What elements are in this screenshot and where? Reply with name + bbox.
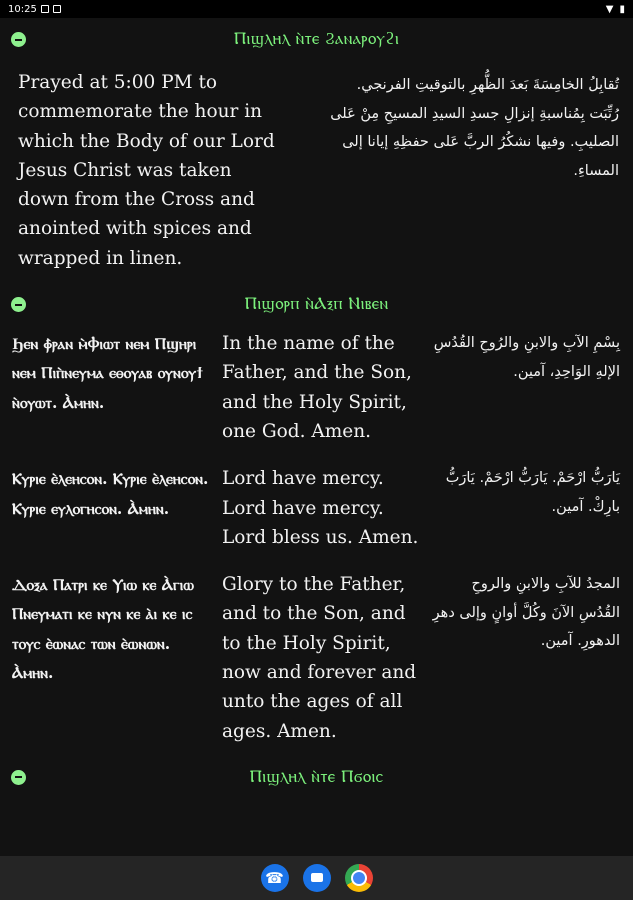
phone-app-icon[interactable] [261, 864, 289, 892]
collapse-icon[interactable] [11, 770, 26, 785]
status-bar [0, 0, 633, 18]
english-text: Glory to the Father, and to the Son, and to the Holy Spirit, now and forever and unto the ages of all ages. Amen. [222, 574, 417, 742]
collapse-icon[interactable] [11, 32, 26, 47]
coptic-text: Ϧⲉⲛ ⲫ̀ⲣⲁⲛ ⲙ̀Ⲫⲓⲱⲧ ⲛⲉⲙ Ⲡϣⲏⲣⲓ ⲛⲉⲙ Ⲡⲓⲡ̀ⲛⲉⲩⲙⲁ ⲉⲑⲟⲩⲁⲃ ⲟⲩⲛⲟⲩϯ ⲛ̀ⲟⲩⲱⲧ. Ⲁ̀ⲙⲏⲛ. [12, 334, 204, 412]
section-header [0, 18, 633, 60]
english-text: Lord have mercy. Lord have mercy. Lord bless us. Amen. [222, 468, 419, 548]
arabic-text: بِسْمِ الآبِ والابنِ والرُوحِ القُدُسِ الإلهِ الوَاحِدِ، آمين. [433, 335, 620, 380]
battery-icon: ▮ [619, 3, 625, 15]
section-header [0, 283, 633, 325]
coptic-text: Ⲇⲟⲝⲁ Ⲡⲁⲧⲣⲓ ⲕⲉ Ⲩⲓⲱ ⲕⲉ Ⲁ̀ⲅⲓⲱ Ⲡⲛⲉⲩⲙⲁⲧⲓ ⲕⲉ ⲛⲩⲛ ⲕⲉ ⲁ̀ⲓ ⲕⲉ ⲓⲥ ⲧⲟⲩⲥ ⲉ̀ⲱⲛⲁⲥ ⲧⲱⲛ ⲉ̀ⲱⲛⲱⲛ. Ⲁ̀ⲙⲏⲛ. [12, 575, 194, 683]
app-dock [0, 856, 633, 900]
arabic-text: يَارَبُّ ارْحَمْ. يَارَبُّ ارْحَمْ. يَارَبُّ بارِكْ. آمين. [445, 470, 620, 515]
notification-icon [41, 5, 49, 13]
english-text: In the name of the Father, and the Son, and the Holy Spirit, one God. Amen. [222, 333, 412, 442]
section-header [0, 756, 633, 798]
intro-block [0, 60, 633, 283]
section-title: Ⲡⲓϣⲗⲏⲗ ⲛ̀ⲧⲉ Ϩⲁⲛⲁⲣⲟⲩϩⲓ [233, 29, 400, 49]
coptic-text: Ⲕⲩⲣⲓⲉ ⲉ̀ⲗⲉⲏⲥⲟⲛ. Ⲕⲩⲣⲓⲉ ⲉ̀ⲗⲉⲏⲥⲟⲛ. Ⲕⲩⲣⲓⲉ ⲉⲩⲗⲟⲅⲏⲥⲟⲛ. Ⲁ̀ⲙⲏⲛ. [12, 469, 209, 518]
arabic-text: المجدُ للآبِ والابنِ والروحِ القُدُسِ الآنَ وكُلَّ أوانٍ وإلى دهرِ الدهورِ. آمين. [432, 576, 620, 650]
intro-english: Prayed at 5:00 PM to commemorate the hour in which the Body of our Lord Jesus Christ was taken down from the Cross and anointed with spices and wrapped in linen. [18, 72, 275, 269]
collapse-icon[interactable] [11, 297, 26, 312]
section-title: Ⲡⲓϣⲟⲣⲡ ⲛ̀Ⲁⲝⲡ Ⲛⲓⲃⲉⲛ [244, 294, 389, 315]
wifi-icon: ▼ [605, 3, 614, 15]
notification-icon [53, 5, 61, 13]
prayer-content[interactable] [0, 18, 633, 856]
intro-arabic: تُقابِلُ الخامِسَةَ بَعدَ الظُّهرِ بالتوقيتِ الفرنجي. رُتِّبَت بِمُناسبةِ إنزالِ جسدِ السيدِ المسيحِ مِنْ عَلى الصليبِ. وفيها نشكُرُ الربَّ عَلى حفظِهِ إيانا إلى المساءِ. [330, 77, 619, 179]
hymn-row [0, 446, 633, 552]
chrome-app-icon[interactable] [345, 864, 373, 892]
hymn-row [0, 552, 633, 746]
status-time: 10:25 [8, 3, 37, 15]
hymn-row [0, 325, 633, 446]
messages-app-icon[interactable] [303, 864, 331, 892]
section-title: Ⲡⲓϣⲗⲏⲗ ⲛ̀ⲧⲉ Ⲡϭⲟⲓⲥ [249, 766, 384, 787]
